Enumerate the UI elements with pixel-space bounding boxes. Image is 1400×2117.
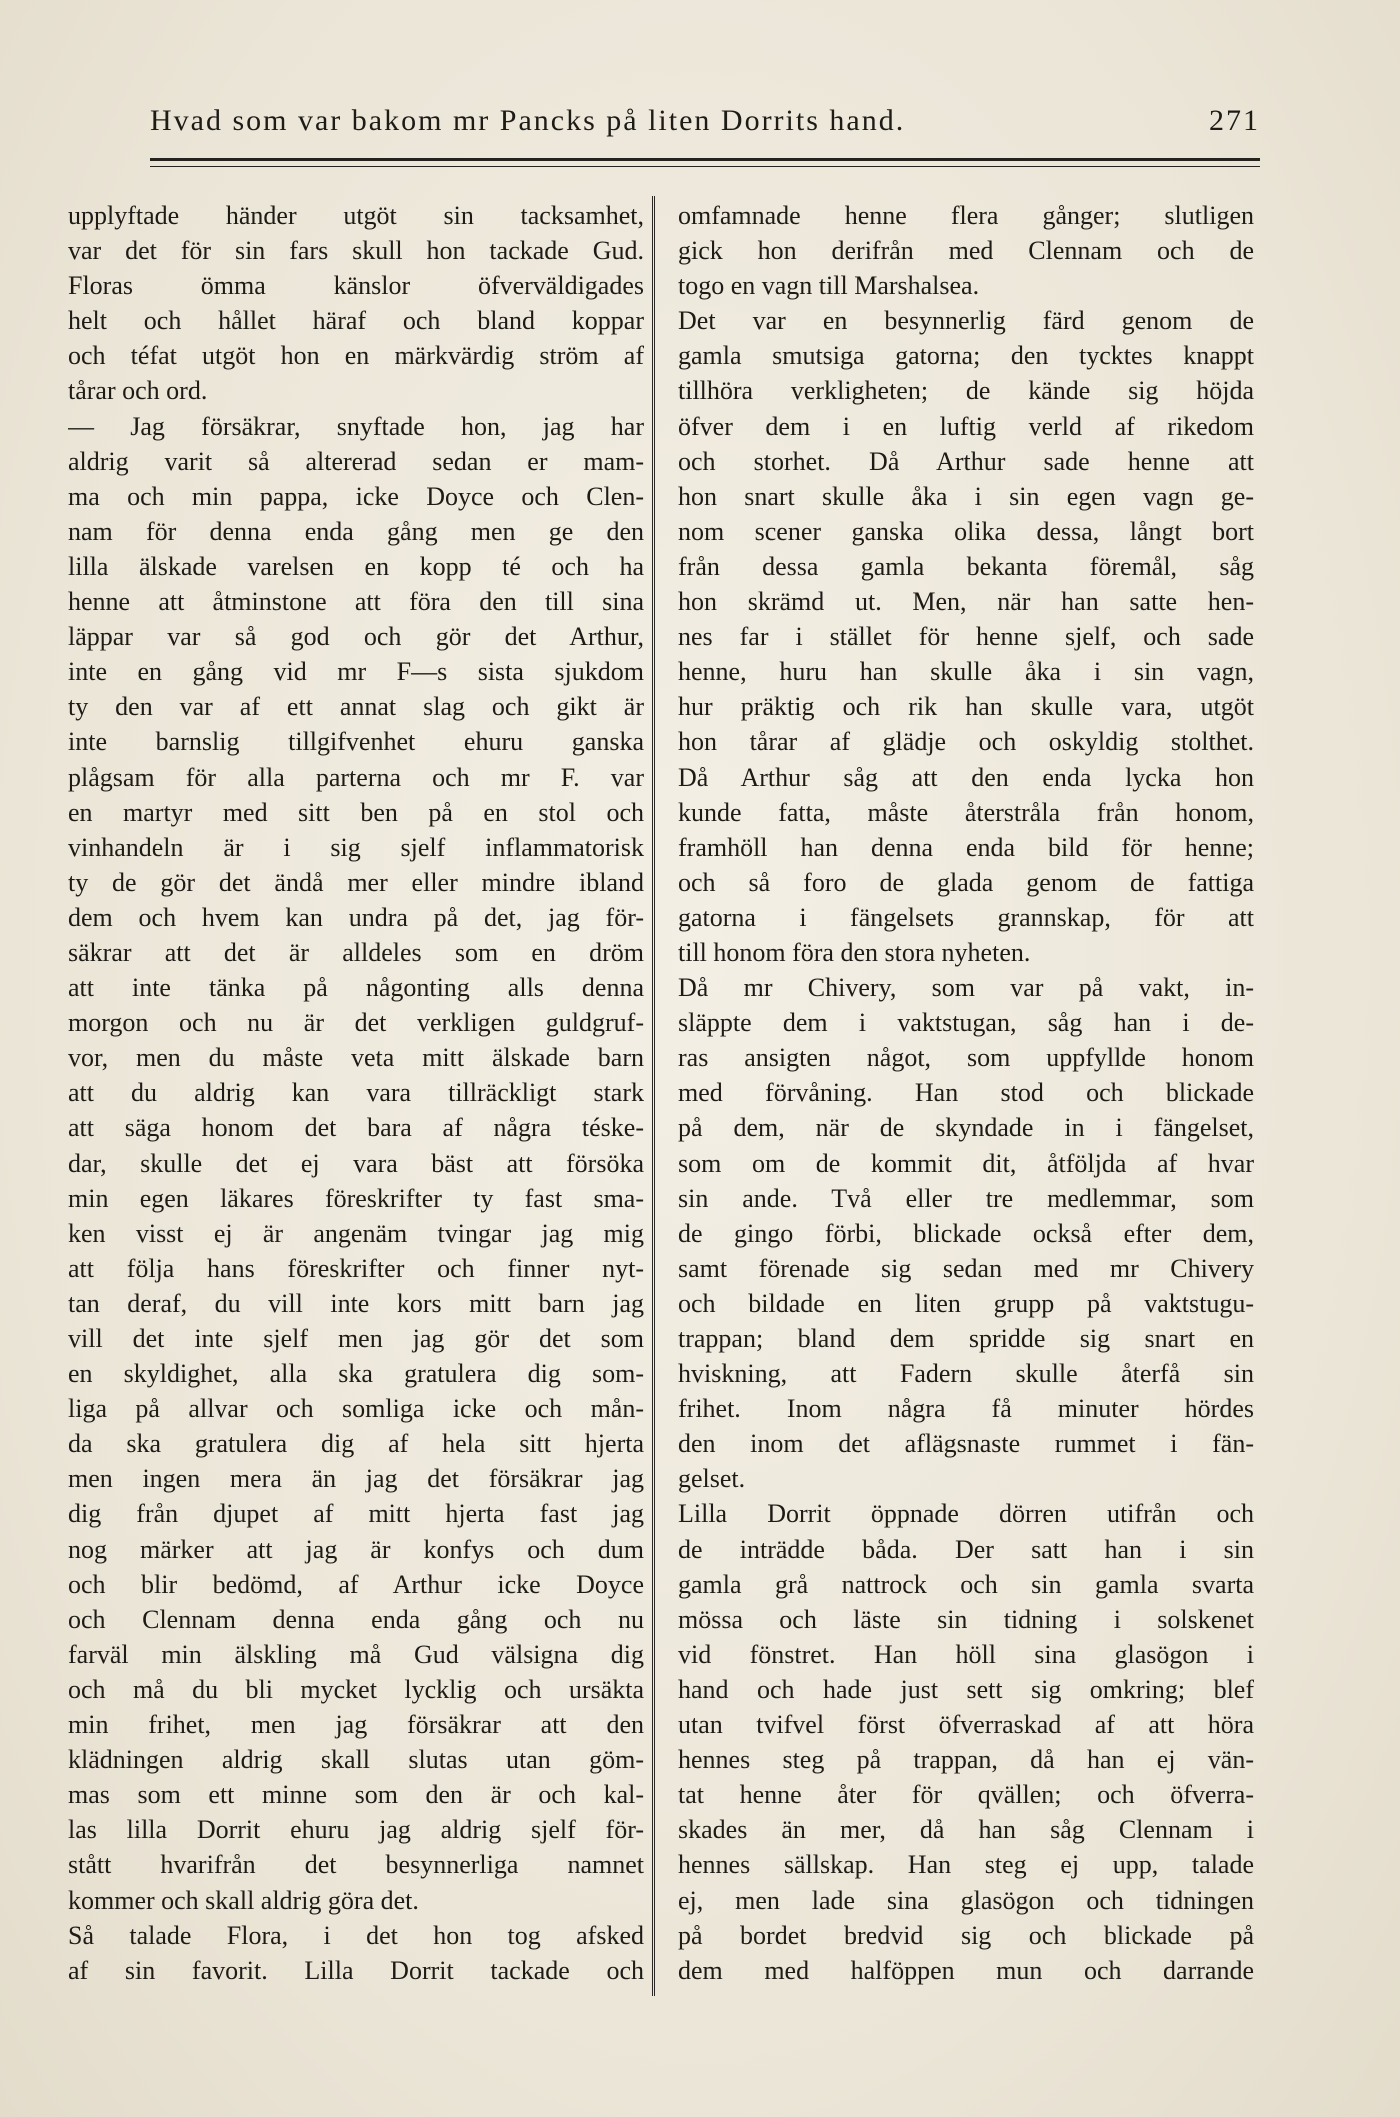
text-line: mas som ett minne som den är och kal- bbox=[68, 1780, 644, 1810]
text-line: med förvåning. Han stod och blickade bbox=[678, 1078, 1254, 1108]
text-line: vill det inte sjelf men jag gör det som bbox=[68, 1324, 644, 1353]
text-line: vinhandeln är i sig sjelf inflammatorisk bbox=[68, 832, 644, 862]
text-line: öfver dem i en luftig verld af rikedom bbox=[678, 411, 1254, 441]
text-line: — Jag försäkrar, snyftade hon, jag har bbox=[68, 411, 644, 441]
text-line: nog märker att jag är konfys och dum bbox=[68, 1534, 644, 1564]
text-line: tillhöra verkligheten; de kände sig höjda bbox=[678, 376, 1254, 406]
text-line: den inom det aflägsnaste rummet i fän- bbox=[678, 1429, 1254, 1459]
text-line: frihet. Inom några få minuter hördes bbox=[678, 1394, 1254, 1424]
text-line: lilla älskade varelsen en kopp té och ha bbox=[68, 551, 644, 581]
text-line: hon snart skulle åka i sin egen vagn ge- bbox=[678, 481, 1254, 511]
text-line: las lilla Dorrit ehuru jag aldrig sjelf för- bbox=[68, 1815, 644, 1845]
text-line: gatorna i fängelsets grannskap, för att bbox=[678, 902, 1254, 932]
text-line: vid fönstret. Han höll sina glasögon i bbox=[678, 1639, 1254, 1669]
text-line: dem och hvem kan undra på det, jag för- bbox=[68, 902, 644, 932]
text-line: och må du bli mycket lycklig och ursäkta bbox=[68, 1674, 644, 1704]
text-line: plågsam för alla parterna och mr F. var bbox=[68, 762, 644, 792]
text-line: togo en vagn till Marshalsea. bbox=[678, 271, 980, 301]
text-line: men ingen mera än jag det försäkrar jag bbox=[68, 1464, 644, 1494]
text-line: gamla grå nattrock och sin gamla svarta bbox=[678, 1569, 1254, 1599]
text-line: upplyftade händer utgöt sin tacksamhet, bbox=[68, 201, 644, 230]
text-line: mössa och läste sin tidning i solskenet bbox=[678, 1604, 1254, 1634]
text-line: ken visst ej är angenäm tvingar jag mig bbox=[68, 1218, 644, 1248]
left-text-column bbox=[68, 198, 644, 1988]
text-line: sin ande. Två eller tre medlemmar, som bbox=[678, 1183, 1254, 1213]
text-line: säkrar att det är alldeles som en dröm bbox=[68, 937, 644, 967]
text-line: hviskning, att Fadern skulle återfå sin bbox=[678, 1359, 1254, 1389]
text-line: kunde fatta, måste återstråla från honom, bbox=[678, 797, 1254, 827]
text-line: och Clennam denna enda gång och nu bbox=[68, 1604, 644, 1634]
text-line: släppte dem i vaktstugan, såg han i de- bbox=[678, 1008, 1254, 1038]
text-line: da ska gratulera dig af hela sitt hjerta bbox=[68, 1429, 644, 1459]
header-rule-thick bbox=[150, 158, 1260, 161]
running-header bbox=[150, 104, 1260, 144]
text-line: ma och min pappa, icke Doyce och Clen- bbox=[68, 481, 644, 511]
text-line: hon skrämd ut. Men, när han satte hen- bbox=[678, 587, 1254, 617]
text-line: ras ansigten något, som uppfyllde honom bbox=[678, 1043, 1254, 1073]
text-line: och storhet. Då Arthur sade henne att bbox=[678, 446, 1254, 476]
text-line: att du aldrig kan vara tillräckligt stark bbox=[68, 1078, 644, 1108]
text-line: skades än mer, då han såg Clennam i bbox=[678, 1815, 1254, 1845]
text-line: utan tvifvel först öfverraskad af att höra bbox=[678, 1710, 1254, 1740]
text-line: tårar och ord. bbox=[68, 376, 208, 406]
text-line: de inträdde båda. Der satt han i sin bbox=[678, 1534, 1254, 1564]
text-line: framhöll han denna enda bild för henne; bbox=[678, 832, 1254, 862]
text-line: på dem, när de skyndade in i fängelset, bbox=[678, 1113, 1254, 1143]
text-line: Lilla Dorrit öppnade dörren utifrån och bbox=[678, 1499, 1254, 1529]
text-line: henne, huru han skulle åka i sin vagn, bbox=[678, 657, 1254, 687]
text-line: var det för sin fars skull hon tackade Gud. bbox=[68, 236, 644, 266]
text-line: hand och hade just sett sig omkring; blef bbox=[678, 1674, 1254, 1704]
text-line: att följa hans föreskrifter och finner nyt- bbox=[68, 1253, 644, 1283]
text-line: att säga honom det bara af några téske- bbox=[68, 1113, 644, 1143]
text-line: gelset. bbox=[678, 1464, 746, 1494]
text-line: helt och hållet häraf och bland koppar bbox=[68, 306, 644, 336]
text-line: dig från djupet af mitt hjerta fast jag bbox=[68, 1499, 644, 1529]
text-line: inte barnslig tillgifvenhet ehuru ganska bbox=[68, 727, 644, 757]
text-line: Floras ömma känslor öfverväldigades bbox=[68, 271, 644, 301]
text-line: morgon och nu är det verkligen guldgruf- bbox=[68, 1008, 644, 1038]
text-line: gamla smutsiga gatorna; den tycktes knappt bbox=[678, 341, 1254, 371]
text-line: Då mr Chivery, som var på vakt, in- bbox=[678, 973, 1254, 1003]
text-line: från dessa gamla bekanta föremål, såg bbox=[678, 551, 1254, 581]
text-line: dar, skulle det ej vara bäst att försöka bbox=[68, 1148, 644, 1178]
text-line: dem med halföppen mun och darrande bbox=[678, 1955, 1254, 1985]
text-line: Då Arthur såg att den enda lycka hon bbox=[678, 762, 1254, 792]
text-line: nes far i stället för henne sjelf, och sade bbox=[678, 622, 1254, 652]
text-line: stått hvarifrån det besynnerliga namnet bbox=[68, 1850, 644, 1880]
text-line: till honom föra den stora nyheten. bbox=[678, 937, 1031, 967]
text-line: ty de gör det ändå mer eller mindre ibland bbox=[68, 867, 644, 897]
right-text-column bbox=[678, 198, 1254, 1988]
text-line: och så foro de glada genom de fattiga bbox=[678, 867, 1254, 897]
text-line: tan deraf, du vill inte kors mitt barn jag bbox=[68, 1288, 644, 1318]
text-line: farväl min älskling må Gud välsigna dig bbox=[68, 1639, 644, 1669]
text-line: aldrig varit så altererad sedan er mam- bbox=[68, 446, 644, 476]
text-line: tat henne åter för qvällen; och öfverra- bbox=[678, 1780, 1254, 1810]
text-line: och téfat utgöt hon en märkvärdig ström af bbox=[68, 341, 644, 371]
text-line: Det var en besynnerlig färd genom de bbox=[678, 306, 1254, 336]
running-title: Hvad som var bakom mr Pancks på liten Dorrits hand. bbox=[150, 104, 906, 137]
text-line: henne att åtminstone att föra den till sina bbox=[68, 587, 644, 617]
text-line: inte en gång vid mr F—s sista sjukdom bbox=[68, 657, 644, 687]
text-line: kommer och skall aldrig göra det. bbox=[68, 1885, 419, 1915]
text-line: läppar var så god och gör det Arthur, bbox=[68, 622, 644, 652]
text-line: ty den var af ett annat slag och gikt är bbox=[68, 692, 644, 722]
text-line: hon tårar af glädje och oskyldig stolthet. bbox=[678, 727, 1254, 757]
text-line: af sin favorit. Lilla Dorrit tackade och bbox=[68, 1955, 644, 1985]
text-line: ej, men lade sina glasögon och tidningen bbox=[678, 1885, 1254, 1915]
text-line: gick hon derifrån med Clennam och de bbox=[678, 236, 1254, 266]
text-line: en skyldighet, alla ska gratulera dig som- bbox=[68, 1359, 644, 1389]
text-line: och bildade en liten grupp på vaktstugu- bbox=[678, 1288, 1254, 1318]
text-line: en martyr med sitt ben på en stol och bbox=[68, 797, 644, 827]
text-line: hennes sällskap. Han steg ej upp, talade bbox=[678, 1850, 1254, 1880]
text-line: klädningen aldrig skall slutas utan göm- bbox=[68, 1745, 644, 1775]
text-line: liga på allvar och somliga icke och mån- bbox=[68, 1394, 644, 1424]
text-line: omfamnade henne flera gånger; slutligen bbox=[678, 201, 1254, 230]
text-line: de gingo förbi, blickade också efter dem, bbox=[678, 1218, 1254, 1248]
text-line: trappan; bland dem spridde sig snart en bbox=[678, 1324, 1254, 1353]
text-line: som om de kommit dit, åtföljda af hvar bbox=[678, 1148, 1254, 1178]
text-line: hur präktig och rik han skulle vara, utgöt bbox=[678, 692, 1254, 722]
page-number: 271 bbox=[1209, 104, 1260, 137]
text-line: min egen läkares föreskrifter ty fast sma- bbox=[68, 1183, 644, 1213]
text-line: och blir bedömd, af Arthur icke Doyce bbox=[68, 1569, 644, 1599]
text-line: hennes steg på trappan, då han ej vän- bbox=[678, 1745, 1254, 1775]
text-line: min frihet, men jag försäkrar att den bbox=[68, 1710, 644, 1740]
text-line: att inte tänka på någonting alls denna bbox=[68, 973, 644, 1003]
column-divider bbox=[652, 196, 655, 1996]
text-line: samt förenade sig sedan med mr Chivery bbox=[678, 1253, 1254, 1283]
text-line: nam för denna enda gång men ge den bbox=[68, 516, 644, 546]
text-line: vor, men du måste veta mitt älskade barn bbox=[68, 1043, 644, 1073]
text-line: Så talade Flora, i det hon tog afsked bbox=[68, 1920, 644, 1950]
header-rule-thin bbox=[150, 166, 1260, 167]
text-line: nom scener ganska olika dessa, långt bort bbox=[678, 516, 1254, 546]
text-line: på bordet bredvid sig och blickade på bbox=[678, 1920, 1254, 1950]
